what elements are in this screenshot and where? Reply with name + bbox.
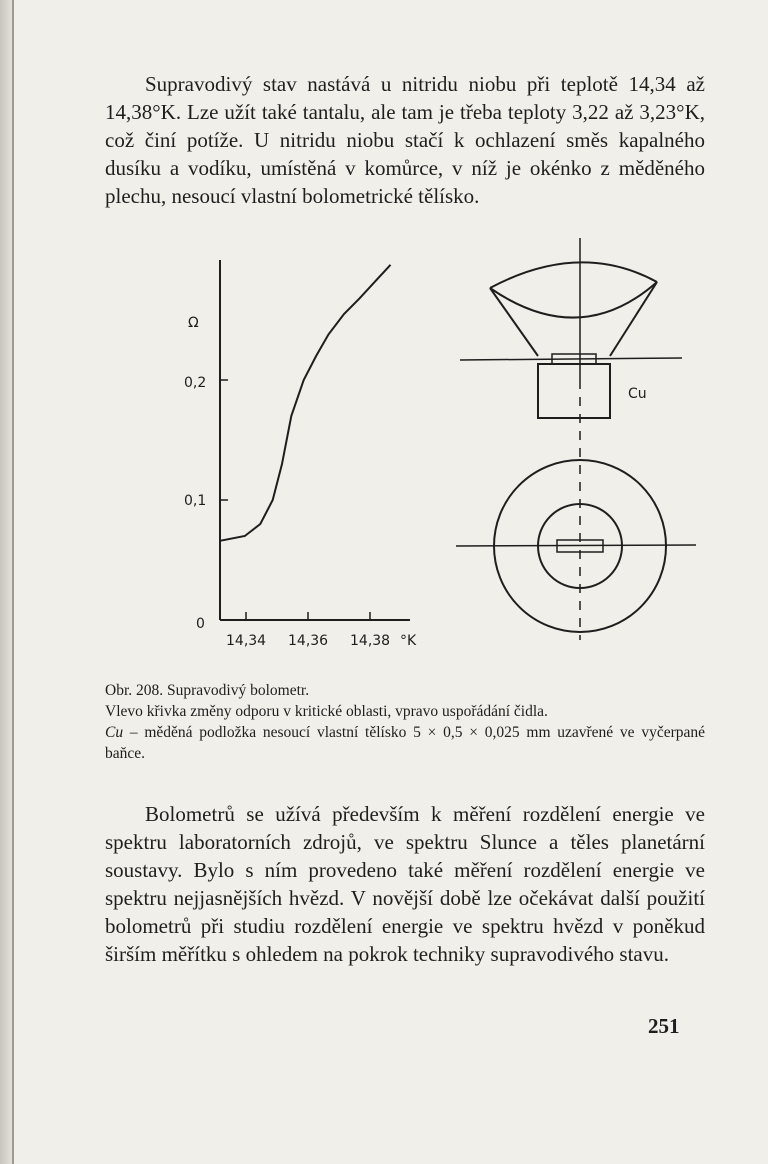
paragraph-1: Supravodivý stav nastává u nitridu niobu při teplotě 14,34 až 14,38°K. Lze užít také tantalu, ale tam je třeba teploty 3,22 až 3,23°K, což činí potíže. U nitridu niobu stačí k ochlazení směs kapalného dusíku a vodíku, umístěná v komůrce, v níž je okénko z měděného plechu, nesoucí vlastní bolometrické tělísko.: [105, 72, 705, 208]
y-axis-label: Ω: [188, 315, 199, 331]
page-number: 251: [648, 1014, 680, 1038]
flask-bottom-arc: [490, 282, 657, 318]
flask-right-wall: [610, 282, 657, 356]
cooling-chamber: [538, 364, 610, 418]
resistance-chart: [184, 260, 417, 649]
x-tick-label-1434: 14,34: [226, 633, 267, 649]
x-tick-label-1438: 14,38: [350, 633, 391, 649]
page-gutter-line: [12, 0, 14, 1164]
y-tick-label-mid: 0,1: [184, 493, 207, 509]
y-tick-label-top: 0,2: [184, 375, 207, 391]
figure: [170, 230, 700, 660]
caption-line-2: [105, 722, 705, 764]
window-plane-line: [460, 358, 682, 360]
caption-cu-term: Cu: [105, 724, 124, 741]
caption-title: Obr. 208. Supravodivý bolometr.: [105, 682, 310, 699]
resistance-curve: [220, 265, 391, 541]
cross-line: [456, 545, 696, 546]
y-tick-label-zero: 0: [196, 616, 205, 632]
figure-caption: [105, 680, 705, 764]
cu-label: Cu: [628, 386, 647, 402]
x-axis-label: °K: [400, 633, 417, 649]
flask-left-wall: [490, 288, 538, 356]
caption-cu-text: – měděná podložka nesoucí vlastní tělísko 5 × 0,5 × 0,025 mm uzavřené ve vyčerpané baňce.: [105, 724, 705, 762]
caption-line-1: Vlevo křivka změny odporu v kritické oblasti, vpravo uspořádání čidla.: [105, 703, 548, 720]
x-tick-label-1436: 14,36: [288, 633, 329, 649]
detector-diagram: [456, 238, 696, 640]
paragraph-2: Bolometrů se užívá především k měření rozdělení energie ve spektru laboratorních zdrojů, ve spektru Slunce a těles planetární soustavy. Bylo s ním provedeno také měření rozdělení energie ve spektru nejjasnějších hvězd. V novější době lze očekávat další použití bolometrů při studiu rozdělení energie ve spektru hvězd v poněkud širším měřítku s ohledem na pokrok techniky supravodivého stavu.: [105, 802, 705, 966]
flask-top-arc: [490, 262, 657, 288]
